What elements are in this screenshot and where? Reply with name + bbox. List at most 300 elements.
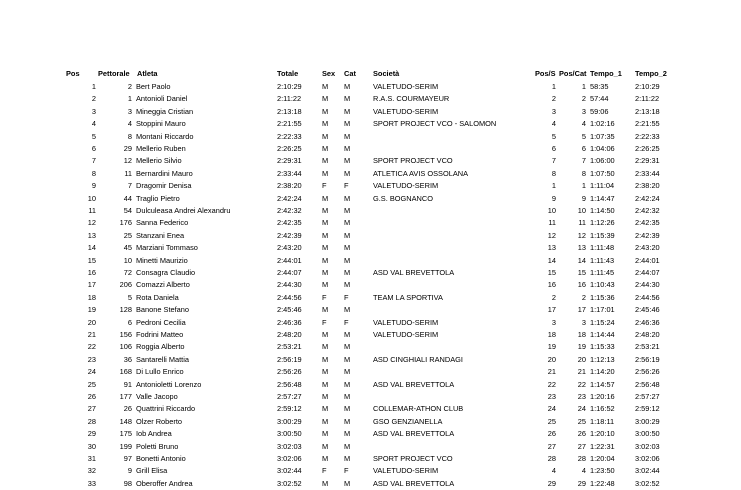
cell-societa: VALETUDO-SERIM xyxy=(373,82,439,91)
cell-pettorale: 72 xyxy=(123,268,132,277)
cell-totale: 3:02:52 xyxy=(277,478,302,488)
cell-societa: GSO GENZIANELLA xyxy=(373,416,443,426)
cell-atleta: Quattrini Riccardo xyxy=(136,404,196,414)
cell-totale: 2:56:19 xyxy=(277,354,302,364)
cell-pos-s: 27 xyxy=(547,441,556,451)
cell-atleta: Dulculeasa Andrei Alexandru xyxy=(136,206,231,215)
cell-pos-s: 22 xyxy=(547,379,556,389)
header-sex: Sex xyxy=(322,69,336,78)
cell-pos-s: 1 xyxy=(551,181,556,191)
cell-tempo-2: 3:02:52 xyxy=(635,478,660,488)
cell-atleta: Consagra Claudio xyxy=(136,268,196,277)
cell-totale: 2:10:29 xyxy=(277,82,302,91)
cell-tempo-1: 1:18:11 xyxy=(590,416,615,426)
cell-tempo-2: 2:38:20 xyxy=(635,181,660,191)
header-atleta: Atleta xyxy=(137,69,158,78)
cell-cat: M xyxy=(344,206,351,215)
cell-sex: M xyxy=(322,106,329,116)
cell-tempo-1: 1:23:50 xyxy=(590,466,615,476)
cell-sex: F xyxy=(322,466,327,476)
cell-cat: M xyxy=(344,342,351,352)
table-row xyxy=(0,266,741,279)
cell-totale: 3:02:44 xyxy=(277,466,302,476)
table-row xyxy=(0,80,741,93)
cell-sex: M xyxy=(322,280,329,290)
header-tempo-1: Tempo_1 xyxy=(590,69,622,78)
cell-pos: 7 xyxy=(91,156,96,166)
header-pos: Pos xyxy=(66,69,80,78)
cell-pos-cat: 21 xyxy=(577,367,586,377)
header-tempo-2: Tempo_2 xyxy=(635,69,667,78)
cell-sex: M xyxy=(322,404,329,414)
cell-sex: M xyxy=(322,367,329,377)
cell-cat: M xyxy=(344,94,351,104)
cell-cat: M xyxy=(344,218,351,228)
cell-sex: F xyxy=(322,317,327,327)
cell-sex: M xyxy=(322,441,329,451)
cell-atleta: Santarelli Mattia xyxy=(136,354,189,364)
table-row xyxy=(0,440,741,453)
cell-pos-cat: 29 xyxy=(577,478,586,488)
cell-societa: R.A.S. COURMAYEUR xyxy=(373,94,450,104)
cell-pos: 25 xyxy=(87,379,96,389)
cell-cat: M xyxy=(344,243,351,253)
cell-societa: VALETUDO-SERIM xyxy=(373,106,439,116)
cell-cat: M xyxy=(344,478,351,488)
cell-pos-s: 17 xyxy=(547,305,556,315)
table-row xyxy=(0,452,741,465)
cell-cat: M xyxy=(344,330,351,339)
table-row xyxy=(0,254,741,267)
cell-cat: M xyxy=(344,168,351,178)
cell-cat: M xyxy=(344,268,351,277)
cell-tempo-2: 2:26:25 xyxy=(635,144,660,153)
cell-tempo-1: 1:06:00 xyxy=(590,156,615,166)
cell-cat: M xyxy=(344,305,351,315)
table-row xyxy=(0,415,741,428)
cell-societa: ASD VAL BREVETTOLA xyxy=(373,478,455,488)
cell-pettorale: 3 xyxy=(127,106,132,116)
cell-pos-cat: 9 xyxy=(581,193,586,203)
cell-pos: 13 xyxy=(87,230,96,240)
cell-cat: M xyxy=(344,144,351,153)
cell-totale: 2:13:18 xyxy=(277,106,302,116)
cell-pos-cat: 10 xyxy=(577,206,586,215)
cell-atleta: Grill Elisa xyxy=(136,466,168,476)
cell-pos-cat: 4 xyxy=(581,466,586,476)
cell-atleta: Oberoffer Andrea xyxy=(136,478,193,488)
cell-sex: M xyxy=(322,131,329,141)
cell-pos: 32 xyxy=(87,466,96,476)
cell-pos: 33 xyxy=(87,478,96,488)
cell-tempo-2: 3:00:50 xyxy=(635,429,660,439)
cell-pos-s: 29 xyxy=(547,478,556,488)
cell-atleta: Valle Jacopo xyxy=(136,392,178,401)
cell-sex: M xyxy=(322,429,329,439)
cell-pettorale: 177 xyxy=(119,392,132,401)
cell-atleta: Antonioli Daniel xyxy=(136,94,188,104)
cell-pos-cat: 24 xyxy=(577,404,586,414)
cell-tempo-1: 1:15:39 xyxy=(590,230,615,240)
cell-pettorale: 128 xyxy=(119,305,132,315)
cell-pettorale: 8 xyxy=(127,131,132,141)
cell-atleta: Stoppini Mauro xyxy=(136,119,186,129)
cell-societa: SPORT PROJECT VCO xyxy=(373,156,453,166)
cell-sex: M xyxy=(322,119,329,129)
cell-totale: 2:44:07 xyxy=(277,268,302,277)
cell-pettorale: 36 xyxy=(123,354,132,364)
table-row xyxy=(0,378,741,391)
cell-cat: M xyxy=(344,193,351,203)
cell-societa: TEAM LA SPORTIVA xyxy=(373,292,443,302)
cell-sex: M xyxy=(322,392,329,401)
cell-totale: 2:29:31 xyxy=(277,156,302,166)
cell-pettorale: 7 xyxy=(127,181,132,191)
cell-totale: 3:00:29 xyxy=(277,416,302,426)
cell-sex: M xyxy=(322,305,329,315)
cell-pos: 26 xyxy=(87,392,96,401)
cell-tempo-1: 1:15:33 xyxy=(590,342,615,352)
header-societa: Società xyxy=(373,69,400,78)
cell-tempo-1: 1:11:45 xyxy=(590,268,615,277)
cell-atleta: Minetti Maurizio xyxy=(136,255,188,265)
cell-pos-cat: 3 xyxy=(581,106,586,116)
cell-totale: 2:21:55 xyxy=(277,119,302,129)
cell-tempo-1: 1:15:36 xyxy=(590,292,615,302)
cell-cat: M xyxy=(344,454,351,463)
cell-tempo-1: 1:20:10 xyxy=(590,429,615,439)
cell-cat: M xyxy=(344,392,351,401)
cell-sex: M xyxy=(322,243,329,253)
cell-pettorale: 26 xyxy=(123,404,132,414)
cell-totale: 2:42:24 xyxy=(277,193,302,203)
cell-tempo-1: 1:04:06 xyxy=(590,144,615,153)
cell-sex: M xyxy=(322,168,329,178)
cell-totale: 2:45:46 xyxy=(277,305,302,315)
cell-pettorale: 156 xyxy=(119,330,132,339)
cell-pettorale: 206 xyxy=(119,280,132,290)
cell-tempo-2: 3:00:29 xyxy=(635,416,660,426)
cell-tempo-2: 2:43:20 xyxy=(635,243,660,253)
table-row xyxy=(0,365,741,378)
cell-tempo-2: 3:02:03 xyxy=(635,441,660,451)
cell-tempo-2: 2:42:24 xyxy=(635,193,660,203)
cell-tempo-1: 1:20:04 xyxy=(590,454,615,463)
cell-atleta: Comazzi Alberto xyxy=(136,280,190,290)
table-row xyxy=(0,241,741,254)
table-row xyxy=(0,167,741,180)
cell-societa: COLLEMAR-ATHON CLUB xyxy=(373,404,464,414)
cell-pos-cat: 8 xyxy=(581,168,586,178)
cell-pos-cat: 15 xyxy=(577,268,586,277)
cell-pos-s: 26 xyxy=(547,429,556,439)
cell-atleta: Bernardini Mauro xyxy=(136,168,193,178)
cell-atleta: Bert Paolo xyxy=(136,82,171,91)
cell-atleta: Poletti Bruno xyxy=(136,441,179,451)
cell-pettorale: 175 xyxy=(119,429,132,439)
cell-sex: M xyxy=(322,82,329,91)
cell-atleta: Bonetti Antonio xyxy=(136,454,186,463)
header-cat: Cat xyxy=(344,69,356,78)
cell-cat: M xyxy=(344,82,351,91)
cell-totale: 3:00:50 xyxy=(277,429,302,439)
cell-tempo-1: 1:17:01 xyxy=(590,305,615,315)
cell-tempo-1: 1:22:48 xyxy=(590,478,615,488)
cell-tempo-2: 2:13:18 xyxy=(635,106,660,116)
cell-tempo-2: 2:44:01 xyxy=(635,255,660,265)
cell-tempo-2: 2:44:30 xyxy=(635,280,660,290)
cell-pos: 16 xyxy=(87,268,96,277)
cell-tempo-2: 2:10:29 xyxy=(635,82,660,91)
cell-tempo-2: 2:33:44 xyxy=(635,168,660,178)
cell-atleta: Pedroni Cecilia xyxy=(136,317,186,327)
cell-pos: 22 xyxy=(87,342,96,352)
table-row xyxy=(0,328,741,341)
cell-cat: M xyxy=(344,230,351,240)
cell-pettorale: 176 xyxy=(119,218,132,228)
cell-atleta: Banone Stefano xyxy=(136,305,190,315)
cell-tempo-1: 1:14:20 xyxy=(590,367,615,377)
cell-totale: 2:26:25 xyxy=(277,144,302,153)
cell-sex: M xyxy=(322,454,329,463)
header-pos-cat: Pos/Cat xyxy=(559,69,587,78)
cell-pos-cat: 1 xyxy=(581,181,586,191)
cell-tempo-1: 58:35 xyxy=(590,82,609,91)
table-row xyxy=(0,291,741,304)
cell-pettorale: 10 xyxy=(123,255,132,265)
cell-pos-cat: 13 xyxy=(577,243,586,253)
cell-atleta: Rota Daniela xyxy=(136,292,179,302)
cell-atleta: Marziani Tommaso xyxy=(136,243,198,253)
cell-societa: SPORT PROJECT VCO xyxy=(373,454,453,463)
cell-atleta: Stanzani Enea xyxy=(136,230,185,240)
cell-tempo-1: 57:44 xyxy=(590,94,609,104)
cell-pos-cat: 18 xyxy=(577,330,586,339)
cell-atleta: Antonioletti Lorenzo xyxy=(136,379,202,389)
cell-pos-cat: 26 xyxy=(577,429,586,439)
cell-sex: F xyxy=(322,181,327,191)
cell-societa: G.S. BOGNANCO xyxy=(373,193,433,203)
cell-pos-s: 11 xyxy=(548,218,556,228)
cell-pettorale: 45 xyxy=(123,243,132,253)
cell-pettorale: 4 xyxy=(127,119,132,129)
cell-pos-s: 4 xyxy=(551,466,556,476)
cell-pos-cat: 7 xyxy=(581,156,586,166)
table-row xyxy=(0,303,741,316)
cell-pos: 19 xyxy=(87,305,96,315)
cell-tempo-1: 1:07:35 xyxy=(590,131,615,141)
cell-atleta: Fodrini Matteo xyxy=(136,330,184,339)
cell-pos-s: 6 xyxy=(551,144,556,153)
cell-totale: 3:02:06 xyxy=(277,454,302,463)
cell-totale: 2:43:20 xyxy=(277,243,302,253)
cell-pos: 24 xyxy=(87,367,96,377)
cell-tempo-1: 1:07:50 xyxy=(590,168,615,178)
cell-pos-cat: 17 xyxy=(577,305,586,315)
cell-tempo-2: 2:42:35 xyxy=(635,218,660,228)
cell-sex: M xyxy=(322,218,329,228)
cell-tempo-1: 59:06 xyxy=(590,106,609,116)
cell-totale: 2:42:32 xyxy=(277,206,302,215)
cell-pos: 30 xyxy=(87,441,96,451)
cell-pos-s: 14 xyxy=(547,255,556,265)
table-row xyxy=(0,229,741,242)
cell-pos-cat: 23 xyxy=(577,392,586,401)
cell-pos-s: 19 xyxy=(547,342,556,352)
cell-pos-s: 8 xyxy=(551,168,556,178)
cell-pos-s: 7 xyxy=(551,156,556,166)
cell-pos-cat: 2 xyxy=(581,292,586,302)
cell-sex: M xyxy=(322,144,329,153)
cell-tempo-2: 2:11:22 xyxy=(635,94,660,104)
cell-pos: 17 xyxy=(87,280,96,290)
cell-sex: M xyxy=(322,94,329,104)
cell-cat: M xyxy=(344,354,351,364)
table-row xyxy=(0,92,741,105)
cell-tempo-2: 2:48:20 xyxy=(635,330,660,339)
cell-pos-s: 23 xyxy=(547,392,556,401)
cell-pettorale: 2 xyxy=(127,82,132,91)
cell-tempo-2: 2:21:55 xyxy=(635,119,660,129)
cell-tempo-1: 1:11:48 xyxy=(590,243,615,253)
cell-sex: F xyxy=(322,292,327,302)
cell-pos: 6 xyxy=(91,144,96,153)
cell-pettorale: 11 xyxy=(124,168,132,178)
cell-societa: VALETUDO-SERIM xyxy=(373,317,439,327)
cell-tempo-2: 2:45:46 xyxy=(635,305,660,315)
cell-tempo-1: 1:11:04 xyxy=(590,181,615,191)
cell-tempo-1: 1:14:57 xyxy=(590,379,615,389)
cell-pettorale: 25 xyxy=(123,230,132,240)
cell-pos-cat: 20 xyxy=(577,354,586,364)
cell-pos: 27 xyxy=(87,404,96,414)
cell-pettorale: 29 xyxy=(123,144,132,153)
table-row xyxy=(0,353,741,366)
cell-tempo-2: 2:56:26 xyxy=(635,367,660,377)
cell-totale: 2:59:12 xyxy=(277,404,302,414)
cell-cat: M xyxy=(344,106,351,116)
cell-pos-s: 3 xyxy=(551,106,556,116)
cell-societa: ASD VAL BREVETTOLA xyxy=(373,268,455,277)
cell-tempo-2: 2:46:36 xyxy=(635,317,660,327)
cell-pos: 23 xyxy=(87,354,96,364)
cell-societa: ASD CINGHIALI RANDAGI xyxy=(373,354,463,364)
cell-atleta: Iob Andrea xyxy=(136,429,172,439)
table-row xyxy=(0,216,741,229)
cell-totale: 2:11:22 xyxy=(277,94,302,104)
cell-pos-s: 13 xyxy=(547,243,556,253)
cell-pettorale: 98 xyxy=(123,478,132,488)
cell-pos: 9 xyxy=(91,181,96,191)
cell-totale: 2:48:20 xyxy=(277,330,302,339)
cell-cat: M xyxy=(344,404,351,414)
cell-atleta: Montani Riccardo xyxy=(136,131,194,141)
table-row xyxy=(0,278,741,291)
cell-atleta: Mellerio Silvio xyxy=(136,156,182,166)
cell-pos-s: 25 xyxy=(547,416,556,426)
cell-sex: M xyxy=(322,268,329,277)
cell-pos-cat: 1 xyxy=(581,82,586,91)
cell-pos: 12 xyxy=(87,218,96,228)
cell-totale: 2:44:56 xyxy=(277,292,302,302)
cell-cat: M xyxy=(344,367,351,377)
cell-tempo-1: 1:16:52 xyxy=(590,404,615,414)
cell-pos-s: 10 xyxy=(547,206,556,215)
cell-pos-s: 3 xyxy=(551,317,556,327)
cell-cat: F xyxy=(344,317,349,327)
cell-societa: ASD VAL BREVETTOLA xyxy=(373,429,455,439)
cell-pos-s: 2 xyxy=(551,94,556,104)
table-row xyxy=(0,464,741,477)
table-row xyxy=(0,477,741,490)
cell-pos-cat: 14 xyxy=(577,255,586,265)
cell-totale: 2:22:33 xyxy=(277,131,302,141)
cell-societa: ASD VAL BREVETTOLA xyxy=(373,379,455,389)
cell-tempo-1: 1:20:16 xyxy=(590,392,615,401)
cell-tempo-2: 2:59:12 xyxy=(635,404,660,414)
cell-pos: 5 xyxy=(91,131,96,141)
cell-cat: F xyxy=(344,466,349,476)
cell-totale: 2:38:20 xyxy=(277,181,302,191)
cell-totale: 3:02:03 xyxy=(277,441,302,451)
table-row xyxy=(0,316,741,329)
cell-pos: 1 xyxy=(91,82,96,91)
cell-pos: 2 xyxy=(91,94,96,104)
cell-pos: 29 xyxy=(87,429,96,439)
cell-pos-cat: 16 xyxy=(577,280,586,290)
cell-pos: 8 xyxy=(91,168,96,178)
cell-totale: 2:42:35 xyxy=(277,218,302,228)
cell-pos-cat: 5 xyxy=(581,131,586,141)
cell-atleta: Mellerio Ruben xyxy=(136,144,186,153)
table-row xyxy=(0,390,741,403)
table-row xyxy=(0,340,741,353)
cell-tempo-2: 2:56:19 xyxy=(635,354,660,364)
table-row xyxy=(0,427,741,440)
cell-pos-s: 4 xyxy=(551,119,556,129)
cell-tempo-2: 2:53:21 xyxy=(635,342,660,352)
cell-totale: 2:33:44 xyxy=(277,168,302,178)
cell-pos-s: 15 xyxy=(547,268,556,277)
cell-tempo-2: 2:29:31 xyxy=(635,156,660,166)
cell-pos-cat: 2 xyxy=(581,94,586,104)
cell-pettorale: 168 xyxy=(119,367,132,377)
cell-pos: 18 xyxy=(87,292,96,302)
cell-pos: 28 xyxy=(87,416,96,426)
cell-tempo-1: 1:12:13 xyxy=(590,354,615,364)
cell-sex: M xyxy=(322,379,329,389)
cell-totale: 2:46:36 xyxy=(277,317,302,327)
cell-tempo-1: 1:15:24 xyxy=(590,317,615,327)
cell-pettorale: 199 xyxy=(119,441,132,451)
cell-pos-s: 9 xyxy=(551,193,556,203)
cell-tempo-2: 3:02:44 xyxy=(635,466,660,476)
cell-atleta: Roggia Alberto xyxy=(136,342,185,352)
cell-pettorale: 148 xyxy=(119,416,132,426)
cell-pettorale: 91 xyxy=(123,379,132,389)
cell-tempo-1: 1:14:47 xyxy=(590,193,615,203)
header-pos-s: Pos/S xyxy=(535,69,556,78)
cell-cat: M xyxy=(344,156,351,166)
cell-cat: M xyxy=(344,441,351,451)
table-header xyxy=(0,67,741,80)
cell-pettorale: 106 xyxy=(119,342,132,352)
cell-tempo-2: 2:22:33 xyxy=(635,131,660,141)
cell-societa: VALETUDO-SERIM xyxy=(373,330,439,339)
cell-pos-s: 20 xyxy=(547,354,556,364)
cell-atleta: Di Lullo Enrico xyxy=(136,367,184,377)
cell-tempo-2: 2:57:27 xyxy=(635,392,660,401)
